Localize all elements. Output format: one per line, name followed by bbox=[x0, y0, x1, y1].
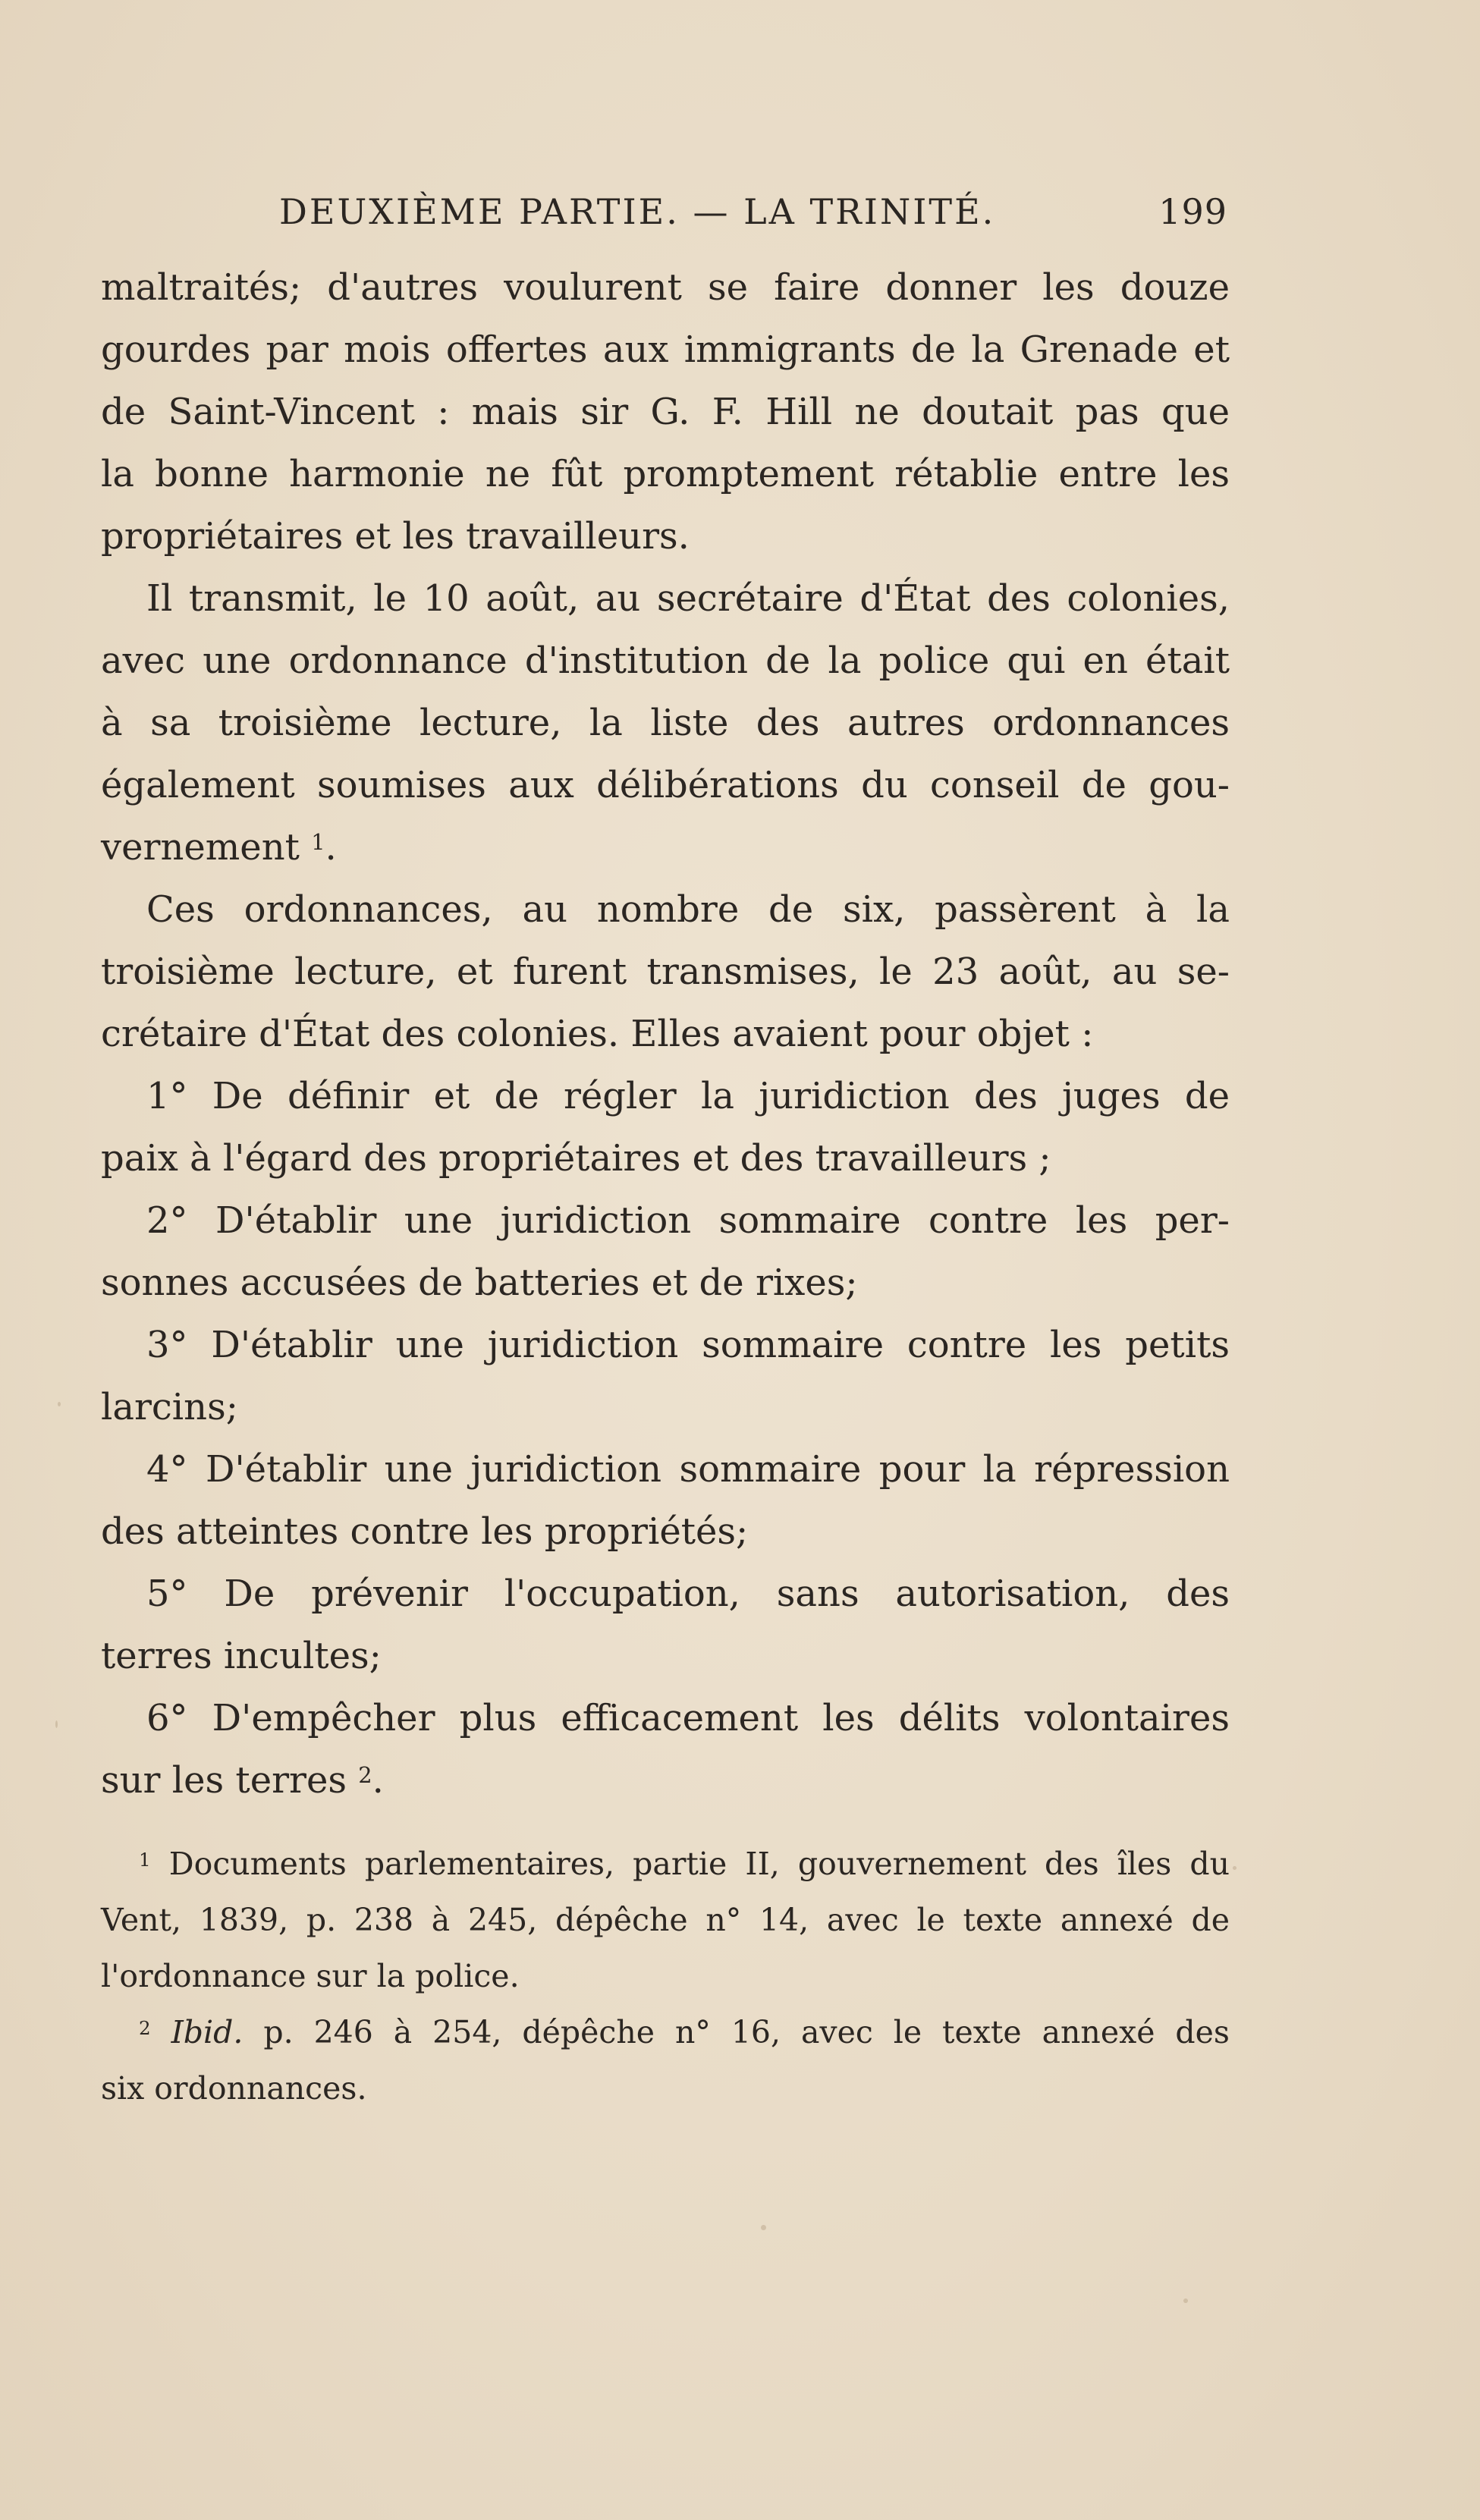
line-text: vernement bbox=[101, 826, 300, 869]
footnote-line: Vent, 1839, p. 238 à 245, dépêche n° 14, avec le texte annexé de bbox=[101, 1902, 1230, 1938]
list-item-5: 5° De prévenir l'occupation, sans autorisation, des bbox=[146, 1573, 1230, 1615]
line-end-punctuation: . bbox=[372, 1759, 384, 1802]
footnote-1 bbox=[101, 1836, 1230, 1892]
footnote-reference-2: 2 bbox=[358, 1762, 372, 1789]
paper-speck bbox=[55, 1720, 58, 1728]
text-line: troisième lecture, et furent transmises, le 23 août, au se- bbox=[101, 950, 1230, 993]
footnote-text: p. 246 à 254, dépêche n° 16, avec le texte annexé des bbox=[263, 2014, 1230, 2050]
text-line: des atteintes contre les propriétés; bbox=[101, 1510, 749, 1553]
page-number: 199 bbox=[1158, 191, 1227, 232]
paper-speck bbox=[58, 1402, 61, 1406]
text-line: sonnes accusées de batteries et de rixes; bbox=[101, 1262, 858, 1304]
footnote-line: six ordonnances. bbox=[101, 2070, 367, 2107]
text-line-with-footnote bbox=[101, 816, 1230, 878]
text-line-with-footnote bbox=[101, 1749, 1230, 1811]
list-item-1: 1° De définir et de régler la juridiction des juges de bbox=[146, 1075, 1230, 1117]
footnote-reference-1: 1 bbox=[311, 829, 325, 856]
footnote-mark-1: 1 bbox=[139, 1848, 151, 1871]
text-line: également soumises aux délibérations du conseil de gou- bbox=[101, 764, 1230, 806]
text-line: à sa troisième lecture, la liste des autres ordonnances bbox=[101, 702, 1230, 744]
footnotes bbox=[101, 1836, 1230, 2116]
text-line: larcins; bbox=[101, 1386, 238, 1428]
list-item-3: 3° D'établir une juridiction sommaire contre les petits bbox=[146, 1324, 1230, 1366]
footnote-mark-2: 2 bbox=[139, 2016, 151, 2039]
paragraph-start-line: Il transmit, le 10 août, au secrétaire d'État des colonies, bbox=[146, 577, 1230, 620]
body-text bbox=[101, 256, 1230, 1811]
running-header bbox=[279, 191, 1227, 244]
text-line: maltraités; d'autres voulurent se faire donner les douze bbox=[101, 266, 1230, 309]
footnote-2 bbox=[101, 2004, 1230, 2060]
paragraph-start-line: Ces ordonnances, au nombre de six, passèrent à la bbox=[146, 888, 1230, 931]
list-item-4: 4° D'établir une juridiction sommaire pour la répression bbox=[146, 1448, 1230, 1491]
line-text: sur les terres bbox=[101, 1759, 347, 1802]
running-title: DEUXIÈME PARTIE. — LA TRINITÉ. bbox=[279, 191, 996, 232]
text-line: de Saint-Vincent : mais sir G. F. Hill ne doutait pas que bbox=[101, 391, 1230, 433]
footnote-line: l'ordonnance sur la police. bbox=[101, 1958, 520, 1994]
text-line: avec une ordonnance d'institution de la police qui en était bbox=[101, 639, 1230, 682]
text-line: terres incultes; bbox=[101, 1635, 382, 1677]
text-line: gourdes par mois offertes aux immigrants de la Grenade et bbox=[101, 328, 1230, 371]
list-item-6: 6° D'empêcher plus efficacement les délits volontaires bbox=[146, 1697, 1230, 1739]
text-line: crétaire d'État des colonies. Elles avaient pour objet : bbox=[101, 1013, 1094, 1055]
text-line: propriétaires et les travailleurs. bbox=[101, 515, 690, 558]
text-line: paix à l'égard des propriétaires et des travailleurs ; bbox=[101, 1137, 1051, 1180]
paper-speck bbox=[1183, 2298, 1188, 2303]
list-item-2: 2° D'établir une juridiction sommaire contre les per- bbox=[146, 1199, 1230, 1242]
paper-speck bbox=[1233, 1866, 1236, 1870]
paper-speck bbox=[761, 2225, 766, 2230]
line-end-punctuation: . bbox=[325, 826, 337, 869]
footnote-ibid: Ibid. bbox=[171, 2014, 244, 2050]
footnote-text: Documents parlementaires, partie II, gouvernement des îles du bbox=[168, 1846, 1230, 1882]
text-line: la bonne harmonie ne fût promptement rétablie entre les bbox=[101, 453, 1230, 495]
